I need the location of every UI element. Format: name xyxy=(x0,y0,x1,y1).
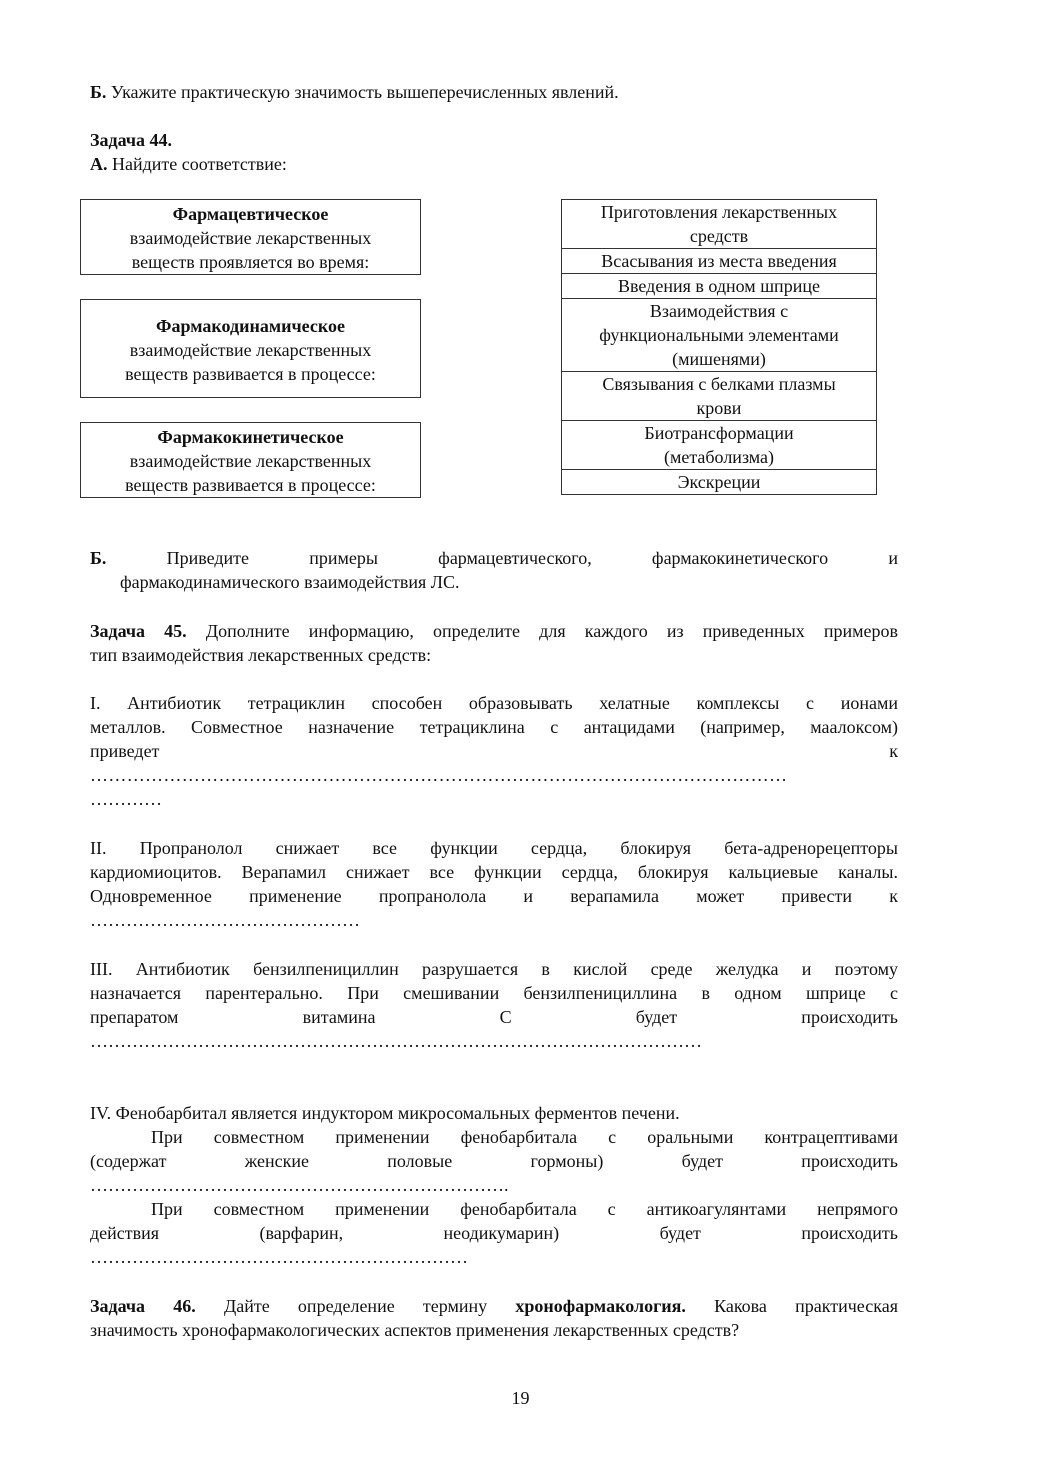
intro-label: Б. xyxy=(90,82,107,102)
pharmaceutical-box: Фармацевтическое взаимодействие лекарственных веществ проявляется во время: xyxy=(80,199,421,275)
item2-line3: Одновременное применение пропранолола и верапамила может привести к xyxy=(90,886,898,906)
item4-sub2-line2: действия (варфарин, неодикумарин) будет происходить xyxy=(90,1223,898,1243)
option-biotransformation: Биотрансформации (метаболизма) xyxy=(562,421,876,470)
pharmacodynamic-box: Фармакодинамическое взаимодействие лекарственных веществ развивается в процессе: xyxy=(80,299,421,398)
task44-b-line2: фармакодинамического взаимодействия ЛС. xyxy=(120,572,460,592)
item3-line1: III. Антибиотик бензилпенициллин разрушается в кислой среде желудка и поэтому xyxy=(90,959,898,979)
option-target-interaction: Взаимодействия с функциональными элементами (мишенями) xyxy=(562,299,876,372)
item3-line3: препаратом витамина С будет происходить xyxy=(90,1007,898,1027)
task44-a-line: А. Найдите соответствие: xyxy=(90,154,287,174)
item2-answer-dots: ……………………………………… xyxy=(90,910,360,930)
task44-b-line1: Б. Приведите примеры фармацевтического, фармакокинетического и xyxy=(90,548,898,568)
item1-line3: приведет к xyxy=(90,741,898,761)
item4-sub2-dots: ……………………………………………………… xyxy=(90,1247,468,1267)
option-preparation: Приготовления лекарственных средств xyxy=(562,200,876,249)
intro-text: Укажите практическую значимость вышеперечисленных явлений. xyxy=(106,82,619,102)
task46-line1: Задача 46. Дайте определение термину хронофармакология. Какова практическая xyxy=(90,1296,898,1316)
item3-line2: назначается парентерально. При смешивании бензилпенициллина в одном шприце с xyxy=(90,983,898,1003)
process-options-list xyxy=(561,199,877,495)
item2-line2: кардиомиоцитов. Верапамил снижает все функции сердца, блокируя кальциевые каналы. xyxy=(90,862,898,882)
task45-intro-line2: тип взаимодействия лекарственных средств: xyxy=(90,645,432,665)
item3-answer-dots: ………………………………………………………………………………………… xyxy=(90,1031,702,1051)
item1-line1: I. Антибиотик тетрациклин способен образовывать хелатные комплексы с ионами xyxy=(90,693,898,713)
item1-answer-dots: …………………………………………………………………………………………………… xyxy=(90,765,788,785)
task44-title: Задача 44. xyxy=(90,130,173,150)
option-plasma-binding: Связывания с белками плазмы крови xyxy=(562,372,876,421)
task46-line2: значимость хронофармакологических аспектов применения лекарственных средств? xyxy=(90,1320,740,1340)
pharmacokinetic-box: Фармакокинетическое взаимодействие лекарственных веществ развивается в процессе: xyxy=(80,422,421,498)
item4-sub2-line1: При совместном применении фенобарбитала с антикоагулянтами непрямого xyxy=(151,1199,898,1219)
item2-line1: II. Пропранолол снижает все функции сердца, блокируя бета-адренорецепторы xyxy=(90,838,898,858)
item4-sub1-line1: При совместном применении фенобарбитала с оральными контрацептивами xyxy=(151,1127,898,1147)
item1-line2: металлов. Совместное назначение тетрациклина с антацидами (например, маалоксом) xyxy=(90,717,898,737)
item4-sub1-dots: ……………………………………………………………. xyxy=(90,1175,509,1195)
item1-answer-dots-2: ………… xyxy=(90,789,162,809)
intro-paragraph xyxy=(90,80,898,104)
option-excretion: Экскреции xyxy=(677,472,761,492)
page-number: 19 xyxy=(511,1388,530,1408)
option-same-syringe: Введения в одном шприце xyxy=(562,274,876,299)
task45-intro-line1: Задача 45. Дополните информацию, определите для каждого из приведенных примеров xyxy=(90,621,898,641)
item4-line1: IV. Фенобарбитал является индуктором микросомальных ферментов печени. xyxy=(90,1103,680,1123)
option-absorption: Всасывания из места введения xyxy=(562,249,876,274)
item4-sub1-line2: (содержат женские половые гормоны) будет происходить xyxy=(90,1151,898,1171)
